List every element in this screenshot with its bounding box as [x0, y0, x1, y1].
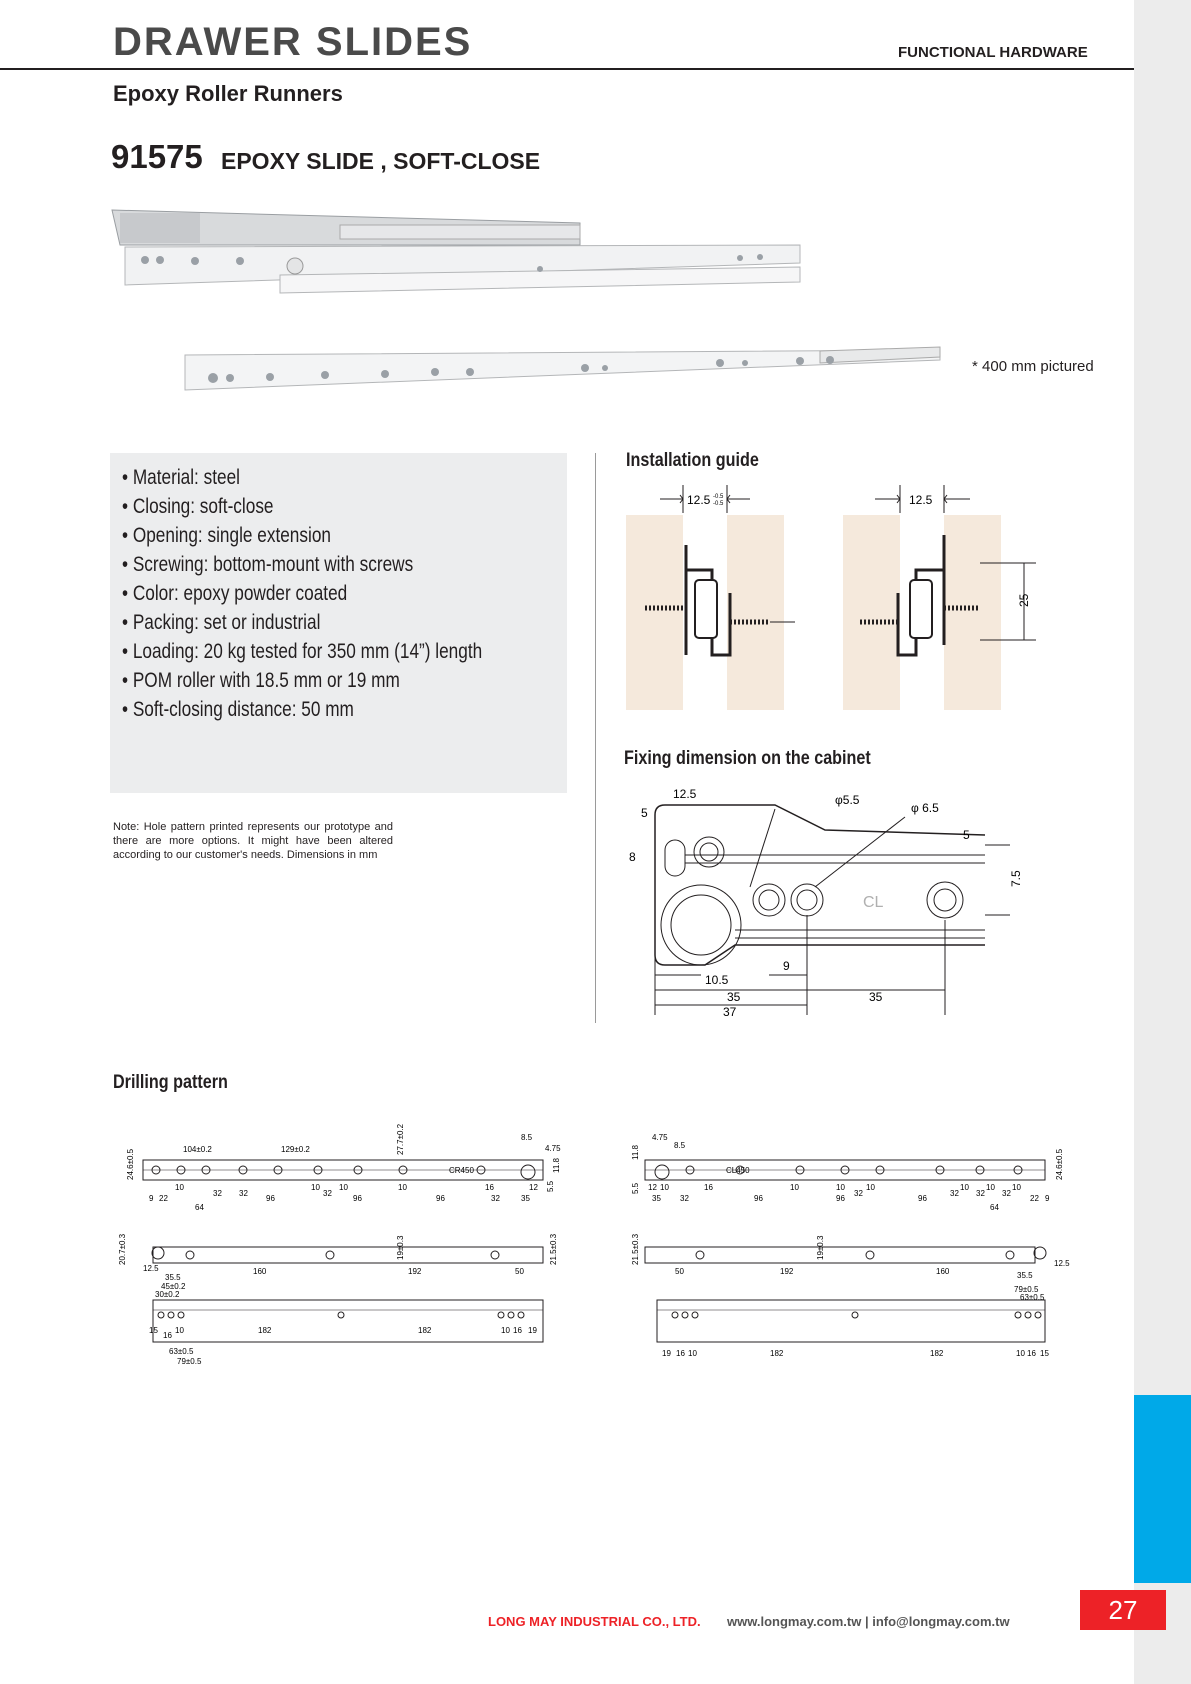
drill-left-side-dim: 19±0.3 [396, 1235, 405, 1260]
drill-left-dim-11-8: 11.8 [552, 1158, 561, 1173]
drill-right-rail-dim: 182 [770, 1349, 784, 1358]
feature-item: • Material: steel [122, 463, 487, 492]
page-number: 27 [1080, 1590, 1166, 1630]
drill-right-dim: 32 [1002, 1189, 1011, 1198]
drill-left-rail-dim: 182 [258, 1326, 272, 1335]
features-panel [110, 453, 567, 793]
drill-right-dim: 32 [854, 1189, 863, 1198]
install-tol-plus: -0.5 [713, 494, 724, 500]
drill-left-rail-dim: 10 [175, 1326, 184, 1335]
drill-left-dim: 32 [323, 1189, 332, 1198]
drill-right-dim: 10 [660, 1183, 669, 1192]
drill-right-dim: 10 [836, 1183, 845, 1192]
drill-left-dim: 12 [529, 1183, 538, 1192]
drilling-pattern-right [630, 1110, 1080, 1370]
drill-left-dim-8-5: 8.5 [521, 1133, 533, 1142]
install-right-dim: 12.5 [909, 493, 933, 507]
drill-right-rail-dim: 19 [662, 1349, 671, 1358]
feature-item: • Color: epoxy powder coated [122, 579, 487, 608]
drill-right-dim: 10 [960, 1183, 969, 1192]
header-rule [0, 68, 1134, 70]
drill-right-dim: 32 [976, 1189, 985, 1198]
drill-left-rail-dim: 182 [418, 1326, 432, 1335]
fix-dim-37: 37 [723, 1005, 737, 1019]
fix-dim-phi-6-5: φ 6.5 [911, 801, 939, 815]
drill-right-side-dim: 63±0.5 [1020, 1293, 1045, 1302]
fix-dim-5-left: 5 [641, 806, 648, 820]
slide-assembly-image [110, 205, 810, 300]
drill-left-dim: 10 [339, 1183, 348, 1192]
drill-left-rail-dim: 16 [513, 1326, 522, 1335]
install-height-dim: 25 [1017, 593, 1031, 607]
drill-left-side-dim: 160 [253, 1267, 267, 1276]
drill-right-side-dim: 160 [936, 1267, 950, 1276]
drilling-pattern-heading: Drilling pattern [113, 1072, 228, 1093]
feature-item: • Screwing: bottom-mount with screws [122, 550, 487, 579]
installation-guide-heading: Installation guide [626, 450, 759, 471]
drill-right-dim: 96 [836, 1194, 845, 1203]
drill-right-dim: 5.5 [631, 1182, 640, 1194]
fixing-dimension-diagram [625, 785, 1035, 1020]
drill-left-dim-27-7: 27.7±0.2 [396, 1123, 405, 1155]
feature-item: • Soft-closing distance: 50 mm [122, 695, 487, 724]
drill-right-rail-dim: 182 [930, 1349, 944, 1358]
drill-right-dim: 16 [704, 1183, 713, 1192]
drill-left-dim: 96 [266, 1194, 275, 1203]
drill-left-rail-dim: 16 [163, 1331, 172, 1340]
drill-right-dim: 12 [648, 1183, 657, 1192]
drill-left-rail-dim: 10 [501, 1326, 510, 1335]
drill-left-dim: 32 [239, 1189, 248, 1198]
drill-left-side-dim: 12.5 [143, 1264, 159, 1273]
fix-dim-35-left: 35 [727, 990, 741, 1004]
footer-contact[interactable]: www.longmay.com.tw | info@longmay.com.tw [727, 1614, 1010, 1629]
drill-left-dim: 64 [195, 1203, 204, 1212]
column-divider [595, 453, 596, 1023]
drill-right-dim: 24.6±0.5 [1055, 1148, 1064, 1180]
drill-left-rail-dim: 19 [528, 1326, 537, 1335]
drill-left-side-dim: 50 [515, 1267, 524, 1276]
fix-dim-10-5: 10.5 [705, 973, 729, 987]
fix-dim-7-5: 7.5 [1009, 870, 1023, 887]
drill-right-dim: 32 [950, 1189, 959, 1198]
drill-left-rail-dim: 79±0.5 [177, 1357, 202, 1366]
product-name: EPOXY SLIDE , SOFT-CLOSE [221, 148, 541, 174]
drill-left-dim: 32 [491, 1194, 500, 1203]
drill-right-dim: 11.8 [631, 1145, 640, 1160]
page-subtitle: Epoxy Roller Runners [113, 81, 343, 106]
drill-left-rail-dim: 63±0.5 [169, 1347, 194, 1356]
install-tol-minus: -0.5 [713, 501, 724, 507]
category-label: FUNCTIONAL HARDWARE [898, 44, 1088, 61]
drill-left-dim: 9 [149, 1194, 154, 1203]
drill-right-dim: 4.75 [652, 1133, 668, 1142]
drill-right-side-dim: 192 [780, 1267, 794, 1276]
product-model: 91575 [111, 138, 203, 175]
fix-dim-8: 8 [629, 850, 636, 864]
fix-centerline: CL [863, 894, 884, 911]
fix-dim-5-right: 5 [963, 828, 970, 842]
drill-right-dim: 96 [754, 1194, 763, 1203]
drill-left-dim: 5.5 [546, 1180, 555, 1192]
drill-right-model: CL450 [726, 1166, 750, 1175]
sidebar-accent-tab [1134, 1395, 1191, 1583]
drill-left-dim: 35 [521, 1194, 530, 1203]
feature-item: • POM roller with 18.5 mm or 19 mm [122, 666, 487, 695]
fix-dim-35-right: 35 [869, 990, 883, 1004]
footer-company: LONG MAY INDUSTRIAL CO., LTD. [488, 1614, 701, 1629]
feature-item: • Loading: 20 kg tested for 350 mm (14”) length [122, 637, 487, 666]
drill-right-dim: 10 [986, 1183, 995, 1192]
drill-left-side-dim: 192 [408, 1267, 422, 1276]
drill-right-side-dim: 21.5±0.3 [631, 1233, 640, 1265]
drill-left-dim: 96 [436, 1194, 445, 1203]
features-list [110, 453, 567, 724]
drill-right-dim: 9 [1045, 1194, 1050, 1203]
drill-right-dim: 10 [790, 1183, 799, 1192]
drill-right-side-dim: 50 [675, 1267, 684, 1276]
feature-item: • Packing: set or industrial [122, 608, 487, 637]
drill-right-dim: 96 [918, 1194, 927, 1203]
drill-right-side-dim: 19±0.3 [816, 1235, 825, 1260]
drill-left-dim-129: 129±0.2 [281, 1145, 310, 1154]
fix-dim-9: 9 [783, 959, 790, 973]
drill-left-side-dim: 45±0.2 [161, 1282, 186, 1291]
drill-right-rail-dim: 16 [676, 1349, 685, 1358]
installation-guide-diagram [620, 485, 1040, 715]
drill-right-dim: 32 [680, 1194, 689, 1203]
drill-right-dim: 10 [1012, 1183, 1021, 1192]
pictured-note: * 400 mm pictured [972, 358, 1094, 375]
fixing-dimension-heading: Fixing dimension on the cabinet [624, 748, 871, 769]
drill-left-dim-104: 104±0.2 [183, 1145, 212, 1154]
drill-right-rail-dim: 16 [1027, 1349, 1036, 1358]
drill-left-model: CR450 [449, 1166, 474, 1175]
drill-right-side-dim: 79±0.5 [1014, 1285, 1039, 1294]
slide-rail-image [180, 345, 950, 395]
drill-left-dim: 16 [485, 1183, 494, 1192]
drill-left-dim-24-6: 24.6±0.5 [126, 1148, 135, 1180]
drilling-pattern-left [113, 1110, 573, 1370]
drill-left-dim: 10 [175, 1183, 184, 1192]
drill-right-rail-dim: 10 [688, 1349, 697, 1358]
drill-left-dim: 96 [353, 1194, 362, 1203]
install-left-dim: 12.5 [687, 493, 711, 507]
drill-right-side-dim: 35.5 [1017, 1271, 1033, 1280]
drill-left-side-dim: 20.7±0.3 [118, 1233, 127, 1265]
fix-dim-12-5: 12.5 [673, 787, 697, 801]
drill-right-dim: 22 [1030, 1194, 1039, 1203]
page-title: DRAWER SLIDES [113, 20, 473, 64]
drill-right-side-dim: 12.5 [1054, 1259, 1070, 1268]
drill-left-dim: 32 [213, 1189, 222, 1198]
feature-item: • Closing: soft-close [122, 492, 487, 521]
drill-left-side-dim: 30±0.2 [155, 1290, 180, 1299]
fix-dim-phi-5-5: φ5.5 [835, 793, 860, 807]
drill-left-dim-4-75: 4.75 [545, 1144, 561, 1153]
drill-left-dim: 10 [311, 1183, 320, 1192]
drill-left-side-dim: 21.5±0.3 [549, 1233, 558, 1265]
drill-right-rail-dim: 10 [1016, 1349, 1025, 1358]
hole-pattern-note: Note: Hole pattern printed represents our prototype and there are more options. It might have been altered according to our customer's needs. Dimensions in mm [113, 821, 393, 861]
drill-left-side-dim: 35.5 [165, 1273, 181, 1282]
drill-left-rail-dim: 15 [149, 1326, 158, 1335]
drill-right-dim: 35 [652, 1194, 661, 1203]
feature-item: • Opening: single extension [122, 521, 487, 550]
drill-right-rail-dim: 15 [1040, 1349, 1049, 1358]
drill-left-dim: 10 [398, 1183, 407, 1192]
drill-right-dim: 64 [990, 1203, 999, 1212]
drill-right-dim: 10 [866, 1183, 875, 1192]
drill-left-dim: 22 [159, 1194, 168, 1203]
drill-right-dim: 8.5 [674, 1141, 686, 1150]
